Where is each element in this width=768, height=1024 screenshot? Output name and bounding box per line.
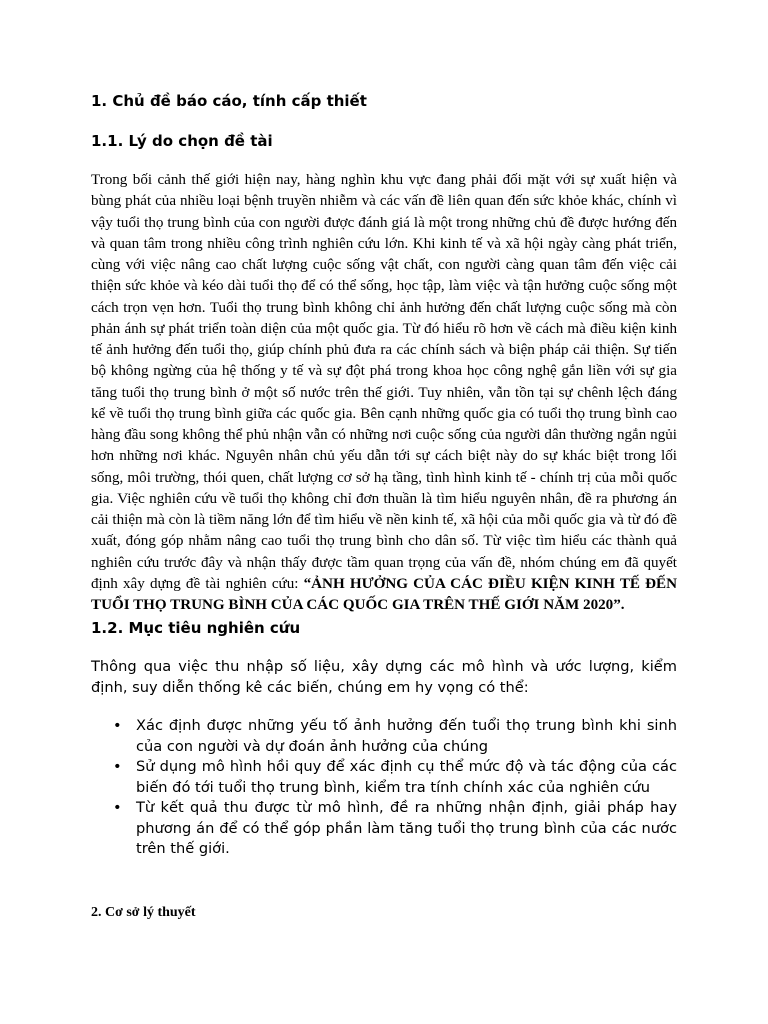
list-item	[91, 716, 677, 757]
bullet-icon: •	[113, 799, 122, 816]
heading-section-1-2: 1.2. Mục tiêu nghiên cứu	[91, 619, 301, 637]
list-item	[91, 798, 677, 860]
list-item-text: Xác định được những yếu tố ảnh hưởng đến tuổi thọ trung bình khi sinh của con người và dự đoán ảnh hưởng của chúng	[136, 717, 677, 755]
bullet-icon: •	[113, 717, 122, 734]
heading-section-1-1: 1.1. Lý do chọn đề tài	[91, 132, 273, 150]
bullet-icon: •	[113, 758, 122, 775]
research-title: “ẢNH HƯỞNG CỦA CÁC ĐIỀU KIỆN KINH TẾ ĐẾN TUỔI THỌ TRUNG BÌNH CỦA CÁC QUỐC GIA TRÊN THẾ GIỚI NĂM 2020”.	[91, 575, 677, 613]
heading-section-2: 2. Cơ sở lý thuyết	[91, 905, 196, 920]
paragraph-reason-text: Trong bối cảnh thế giới hiện nay, hàng nghìn khu vực đang phải đối mặt với sự xuất hiện và bùng phát của nhiều loại bệnh truyền nhiễm và các vấn đề liên quan đến sức khỏe khác, chính vì vậy tuổi thọ trung bình của con người được đánh giá là một trong những chủ đề được hướng đến và quan tâm trong nhiều công trình nghiên cứu lớn. Khi kinh tế và xã hội ngày càng phát triển, cùng với việc nâng cao chất lượng cuộc sống vật chất, con người càng quan tâm đến việc cải thiện sức khỏe và kéo dài tuổi thọ để có thể sống, học tập, làm việc và tận hưởng cuộc sống một cách trọn vẹn hơn. Tuổi thọ trung bình không chỉ ảnh hưởng đến chất lượng cuộc sống mà còn phản ánh sự phát triển toàn diện của một quốc gia. Từ đó hiểu rõ hơn về cách mà điều kiện kinh tế ảnh hưởng đến tuổi thọ, giúp chính phủ đưa ra các chính sách và biện pháp cải thiện. Sự tiến bộ không ngừng của hệ thống y tế và sự đột phá trong khoa học công nghệ gắn liền với sự gia tăng tuổi thọ trung bình ở một số nước trên thế giới. Tuy nhiên, vẫn tồn tại sự chênh lệch đáng kể về tuổi thọ trung bình giữa các quốc gia. Bên cạnh những quốc gia có tuổi thọ trung bình cao hàng đầu song không thể phủ nhận vẫn có những nơi cuộc sống của người dân thường ngắn ngủi hơn những nơi khác. Nguyên nhân chủ yếu dẫn tới sự cách biệt này do sự khác biệt trong lối sống, môi trường, thói quen, chất lượng cơ sở hạ tầng, tình hình kinh tế - chính trị của mỗi quốc gia. Việc nghiên cứu về tuổi thọ không chỉ đơn thuần là tìm hiểu nguyên nhân, đề ra phương án cải thiện mà còn là tiềm năng lớn để tìm hiểu về nền kinh tế, xã hội của mỗi quốc gia và từ đó đề xuất, đóng góp nhằm nâng cao tuổi thọ trung bình cho dân số. Từ việc tìm hiểu các thành quả nghiên cứu trước đây và nhận thấy được tầm quan trọng của vấn đề, nhóm chúng em đã quyết định xây dựng đề tài nghiên cứu:	[91, 172, 677, 592]
list-item	[91, 757, 677, 798]
paragraph-objectives-intro: Thông qua việc thu nhập số liệu, xây dựng các mô hình và ước lượng, kiểm định, suy diễn thống kê các biến, chúng em hy vọng có thể:	[91, 658, 677, 696]
objectives-list	[91, 716, 677, 860]
list-item-text: Sử dụng mô hình hồi quy để xác định cụ thể mức độ và tác động của các biến đó tới tuổi thọ trung bình, kiểm tra tính chính xác của nghiên cứu	[136, 758, 677, 796]
paragraph-reason	[91, 170, 677, 616]
list-item-text: Từ kết quả thu được từ mô hình, đề ra những nhận định, giải pháp hay phương án để có thể góp phần làm tăng tuổi thọ trung bình của các nước trên thế giới.	[136, 799, 677, 857]
heading-section-1: 1. Chủ đề báo cáo, tính cấp thiết	[91, 92, 367, 110]
